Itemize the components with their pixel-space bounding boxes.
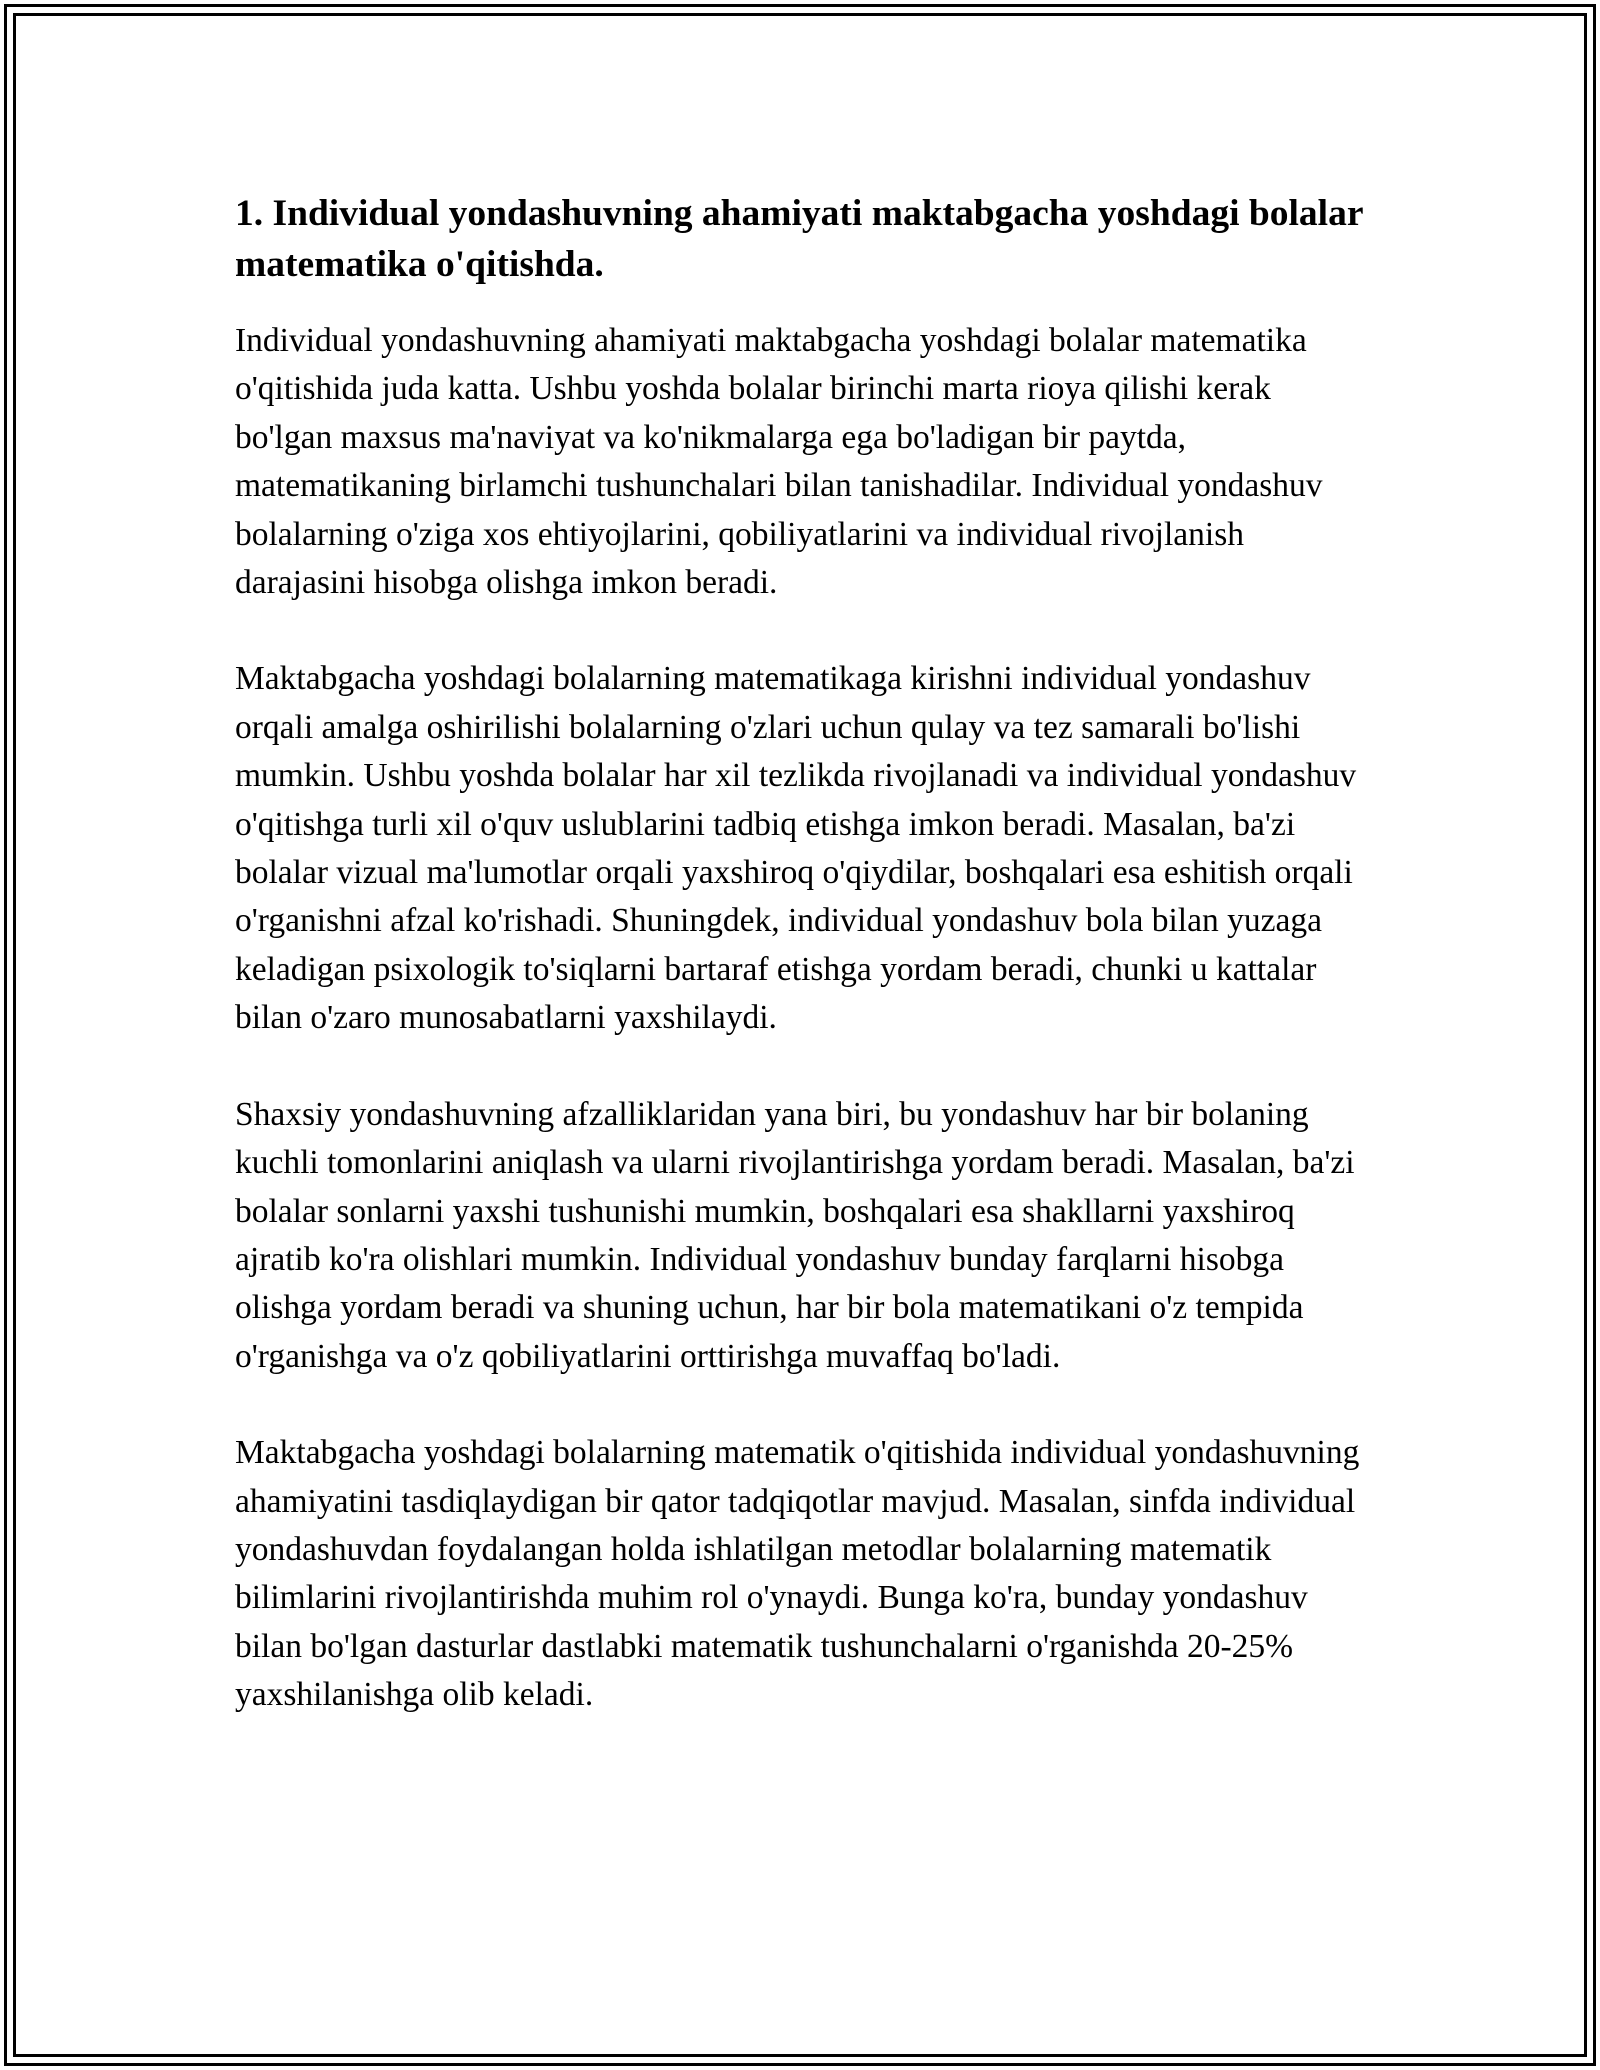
paragraph-3: Shaxsiy yondashuvning afzalliklaridan yana biri, bu yondashuv har bir bolaning kuchli tomonlarini aniqlash va ularni rivojlantirishga yordam beradi. Masalan, ba'zi bolalar sonlarni yaxshi tushunishi mumkin, boshqalari esa shakllarni yaxshiroq ajratib ko'ra olishlari mumkin. Individual yondashuv bunday farqlarni hisobga olishga yordam beradi va shuning uchun, har bir bola matematikani o'z tempida o'rganishga va o'z qobiliyatlarini orttirishga muvaffaq bo'ladi. — [235, 1095, 1355, 1375]
section-title: 1. Individual yondashuvning ahamiyati maktabgacha yoshdagi bolalar matematika o'qitishda. — [235, 193, 1363, 285]
paragraph-4: Maktabgacha yoshdagi bolalarning matematik o'qitishida individual yondashuvning ahamiyatini tasdiqlaydigan bir qator tadqiqotlar mavjud. Masalan, sinfda individual yondashuvdan foydalangan holda ishlatilgan metodlar bolalarning matematik bilimlarini rivojlantirishda muhim rol o'ynaydi. Bunga ko'ra, bunday yondashuv bilan bo'lgan dasturlar dastlabki matematik tushunchalarni o'rganishda 20-25% yaxshilanishga olib keladi. — [235, 1434, 1360, 1714]
document-body — [235, 188, 1365, 1768]
paragraph-1: Individual yondashuvning ahamiyati maktabgacha yoshdagi bolalar matematika o'qitishida juda katta. Ushbu yoshda bolalar birinchi marta rioya qilishi kerak bo'lgan maxsus ma'naviyat va ko'nikmalarga ega bo'ladigan bir paytda, matematikaning birlamchi tushunchalari bilan tanishadilar. Individual yondashuv bolalarning o'ziga xos ehtiyojlarini, qobiliyatlarini va individual rivojlanish darajasini hisobga olishga imkon beradi. — [235, 322, 1323, 602]
paragraph-2: Maktabgacha yoshdagi bolalarning matematikaga kirishni individual yondashuv orqali amalga oshirilishi bolalarning o'zlari uchun qulay va tez samarali bo'lishi mumkin. Ushbu yoshda bolalar har xil tezlikda rivojlanadi va individual yondashuv o'qitishga turli xil o'quv uslublarini tadbiq etishga imkon beradi. Masalan, ba'zi bolalar vizual ma'lumotlar orqali yaxshiroq o'qiydilar, boshqalari esa eshitish orqali o'rganishni afzal ko'rishadi. Shuningdek, individual yondashuv bola bilan yuzaga keladigan psixologik to'siqlarni bartaraf etishga yordam beradi, chunki u kattalar bilan o'zaro munosabatlarni yaxshilaydi. — [235, 660, 1357, 1037]
